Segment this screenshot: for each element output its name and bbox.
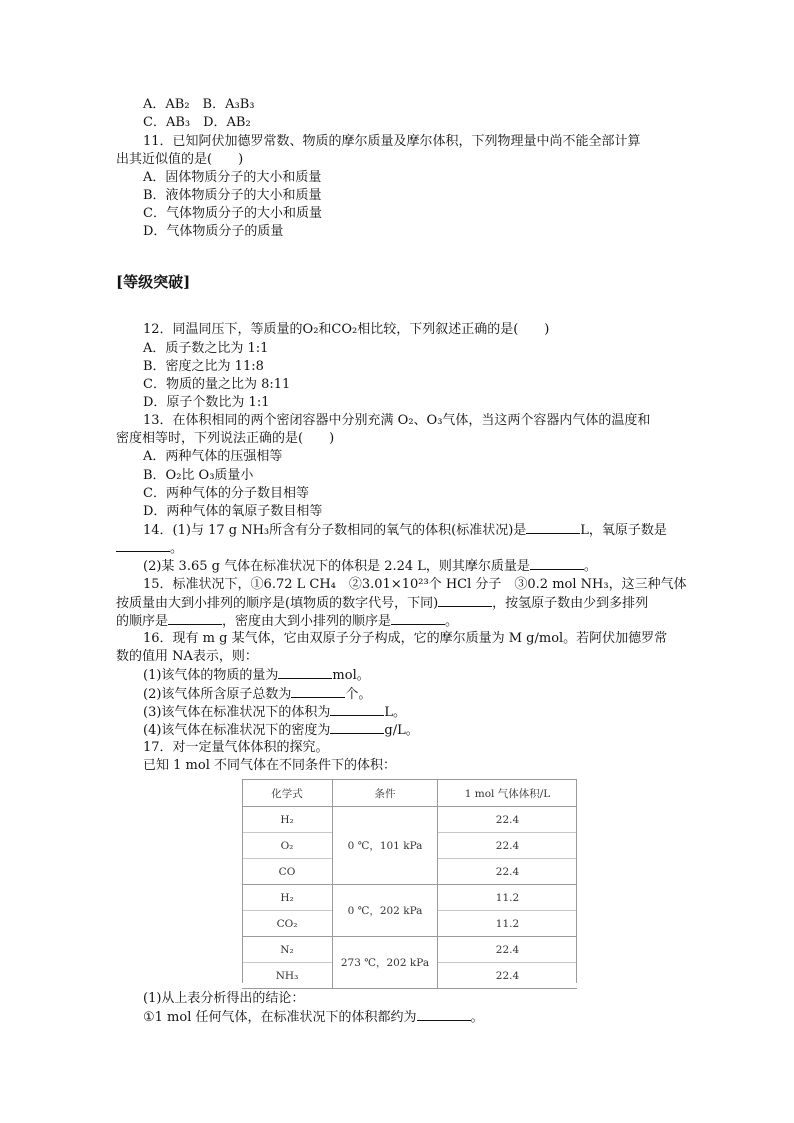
question-17-conclusion-end: 。 <box>470 1010 484 1025</box>
answer-blank[interactable] <box>391 612 445 625</box>
table-cell-volume: 22.4 <box>495 813 520 826</box>
section-heading: [等级突破] <box>116 273 191 291</box>
table-cell-volume: 22.4 <box>438 963 578 989</box>
table-cell-condition: 0 ℃，101 kPa <box>333 807 438 885</box>
answer-blank[interactable] <box>417 1008 471 1021</box>
table-cell-formula: CO <box>242 859 333 885</box>
question-13-text: 13．在体积相同的两个密闭容器中分别充满 O₂、O₃气体，当这两个容器内气体的温度和 <box>143 413 651 428</box>
table-header-formula: 化学式 <box>242 780 333 807</box>
answer-blank[interactable] <box>526 521 580 534</box>
question-16-part1-unit: mol。 <box>332 668 370 683</box>
question-16-part2 <box>143 685 371 704</box>
question-12-option-c: C．物质的量之比为 8:11 <box>143 377 291 392</box>
question-13-option-c: C．两种气体的分子数目相等 <box>143 486 309 501</box>
option-line-C-D: C．AB₃ D．AB₂ <box>143 115 251 130</box>
question-11-text-cont: 出其近似值的是( ) <box>116 152 244 167</box>
question-15-text-cont2 <box>116 612 458 631</box>
table-cell-volume: 11.2 <box>438 911 578 937</box>
question-16-part2-unit: 个。 <box>345 687 372 702</box>
answer-blank[interactable] <box>330 721 384 734</box>
question-17-conclusion-text: ①1 mol 任何气体，在标准状况下的体积都约为 <box>143 1010 417 1025</box>
question-14-part1-end: 。 <box>170 541 184 556</box>
table-row <box>242 937 577 963</box>
question-14-part1 <box>143 521 667 540</box>
question-17-text: 17．对一定量气体体积的探究。 <box>143 740 329 755</box>
question-11-text: 11．已知阿伏加德罗常数、物质的摩尔质量及摩尔体积，下列物理量中尚不能全部计算 <box>143 134 641 149</box>
question-15-text-c-end: 。 <box>445 614 459 629</box>
question-17-part1-conclusion <box>143 1008 484 1027</box>
table-row <box>242 807 577 833</box>
answer-blank[interactable] <box>116 539 170 552</box>
question-16-part3-unit: L。 <box>384 705 407 720</box>
option-line-A-B: A．AB₂ B．A₃B₃ <box>143 97 255 112</box>
table-cell-condition: 0 ℃，202 kPa <box>333 885 438 937</box>
question-16-part1 <box>143 666 370 685</box>
table-cell-volume: 22.4 <box>438 833 578 859</box>
table-cell-formula: H₂ <box>242 807 333 833</box>
question-14-part2-text: (2)某 3.65 g 气体在标准状况下的体积是 2.24 L，则其摩尔质量是 <box>143 559 530 574</box>
question-16-part3-text: (3)该气体在标准状况下的体积为 <box>143 705 331 720</box>
table-row <box>242 885 577 911</box>
table-cell-formula: O₂ <box>242 833 333 859</box>
question-14-part1-cont <box>116 539 183 558</box>
question-15-text-b-end: ，按氢原子数由少到多排列 <box>492 596 649 611</box>
question-15-text-c-mid: ，密度由大到小排列的顺序是 <box>222 614 392 629</box>
question-16-part4 <box>143 721 419 740</box>
question-12-text: 12．同温同压下，等质量的O₂和CO₂相比较，下列叙述正确的是( ) <box>143 322 550 337</box>
answer-blank[interactable] <box>438 594 492 607</box>
question-13-option-d: D．两种气体的氧原子数目相等 <box>143 504 323 519</box>
question-15-text-c: 的顺序是 <box>116 614 169 629</box>
question-14-part2-end: 。 <box>583 559 597 574</box>
question-15-text-cont <box>116 594 648 613</box>
table-cell-formula: H₂ <box>242 885 333 911</box>
table-header-condition: 条件 <box>333 780 438 807</box>
question-16-part3 <box>143 703 406 722</box>
question-12-option-a: A．质子数之比为 1:1 <box>143 341 269 356</box>
question-11-option-d: D．气体物质分子的质量 <box>143 224 284 239</box>
answer-blank[interactable] <box>530 557 584 570</box>
question-12-option-b: B．密度之比为 11:8 <box>143 359 264 374</box>
question-15-text: 15．标准状况下，①6.72 L CH₄ ②3.01×10²³个 HCl 分子 ③0.2 mol NH₃，这三种气体 <box>143 577 687 592</box>
gas-volume-table <box>242 779 577 989</box>
question-11-option-c: C．气体物质分子的大小和质量 <box>143 206 322 221</box>
question-16-part4-unit: g/L。 <box>384 723 419 738</box>
question-11-option-a: A．固体物质分子的大小和质量 <box>143 170 322 185</box>
question-16-part4-text: (4)该气体在标准状况下的密度为 <box>143 723 331 738</box>
question-16-part1-text: (1)该气体的物质的量为 <box>143 668 279 683</box>
table-cell-volume: 22.4 <box>438 859 578 885</box>
table-cell-formula: N₂ <box>242 937 333 963</box>
question-13-text-cont: 密度相等时，下列说法正确的是( ) <box>116 431 335 446</box>
question-13-option-b: B．O₂比 O₃质量小 <box>143 468 254 483</box>
question-16-text: 16．现有 m g 某气体，它由双原子分子构成，它的摩尔质量为 M g/mol。若阿伏加德罗常 <box>143 631 668 646</box>
table-cell-formula: NH₃ <box>242 963 333 989</box>
answer-blank[interactable] <box>168 612 222 625</box>
answer-blank[interactable] <box>330 703 384 716</box>
question-14-part1-text-mid: L，氧原子数是 <box>580 523 667 538</box>
answer-blank[interactable] <box>278 666 332 679</box>
table-cell-condition: 273 ℃，202 kPa <box>333 937 438 989</box>
question-16-text-cont: 数的值用 NA表示，则： <box>116 649 258 664</box>
question-14-part1-text: 14．(1)与 17 g NH₃所含有分子数相同的氧气的体积(标准状况)是 <box>143 523 527 538</box>
question-17-table-intro: 已知 1 mol 不同气体在不同条件下的体积： <box>143 758 396 773</box>
question-16-part2-text: (2)该气体所含原子总数为 <box>143 687 292 702</box>
table-cell-volume: 11.2 <box>438 885 578 911</box>
table-cell-formula: CO₂ <box>242 911 333 937</box>
question-13-option-a: A．两种气体的压强相等 <box>143 449 283 464</box>
question-17-part1: (1)从上表分析得出的结论： <box>143 991 305 1006</box>
answer-blank[interactable] <box>291 685 345 698</box>
table-cell-volume: 22.4 <box>438 937 578 963</box>
question-11-option-b: B．液体物质分子的大小和质量 <box>143 188 322 203</box>
question-15-text-b: 按质量由大到小排列的顺序是(填物质的数字代号，下同) <box>116 596 439 611</box>
question-14-part2 <box>143 557 597 576</box>
table-header-volume: 1 mol 气体体积/L <box>438 780 578 807</box>
question-12-option-d: D．原子个数比为 1:1 <box>143 395 270 410</box>
